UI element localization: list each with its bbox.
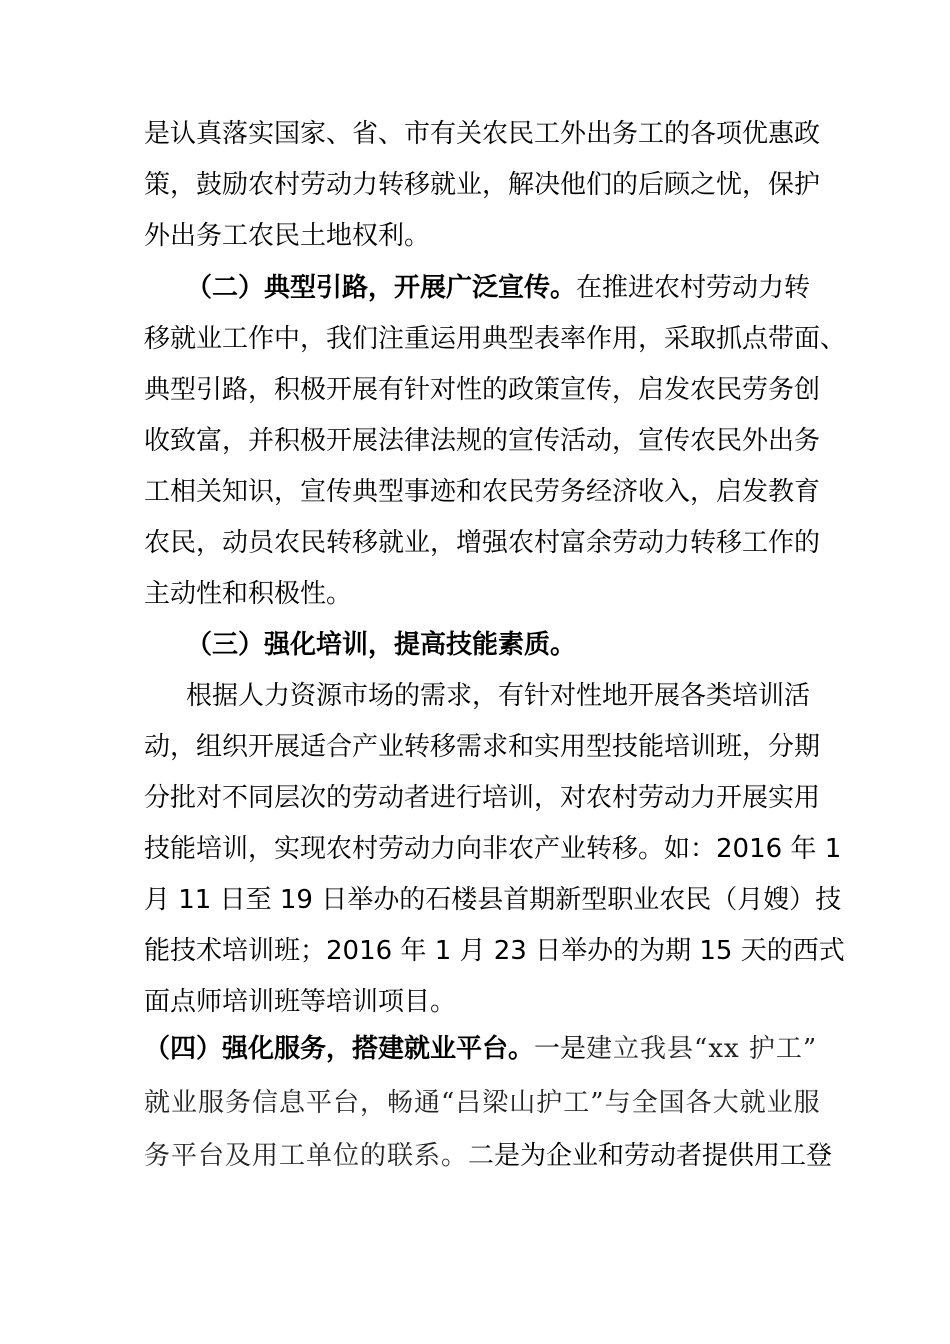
paragraph-line: 主动性和积极性。: [144, 579, 353, 609]
paragraph-line: 外出务工农民土地权利。: [144, 221, 431, 251]
paragraph-text: 在推进农村劳动力转: [576, 273, 811, 303]
section-heading: （二）典型引路，开展广泛宣传。: [186, 273, 577, 303]
paragraph-line: 农民，动员农民转移就业，增强农村富余劳动力转移工作的: [144, 528, 821, 558]
section-heading: （三）强化培训，提高技能素质。: [186, 630, 577, 660]
paragraph-line: 典型引路，积极开展有针对性的政策宣传，启发农民劳务创: [144, 375, 821, 405]
paragraph-line: 技能培训，实现农村劳动力向非农产业转移。如：2016 年 1: [144, 834, 842, 864]
paragraph-text: 一是: [534, 1034, 587, 1064]
paragraph-line: 收致富，并积极开展法律法规的宣传活动，宣传农民外出务: [144, 426, 821, 456]
paragraph-line: 分批对不同层次的劳动者进行培训，对农村劳动力开展实用: [144, 783, 821, 813]
paragraph-line: [186, 270, 810, 306]
paragraph-line: 面点师培训班等培训项目。: [144, 987, 457, 1017]
paragraph-text: 务平台及用工单位的联系。: [144, 1141, 469, 1171]
paragraph-line: 月 11 日至 19 日举办的石楼县首期新型职业农民（月嫂）技: [144, 885, 842, 915]
paragraph-text: 建立我县“xx 护工”: [586, 1034, 818, 1064]
paragraph-line: [144, 1031, 818, 1067]
paragraph-line: 根据人力资源市场的需求，有针对性地开展各类培训活: [186, 681, 811, 711]
paragraph-line: 策，鼓励农村劳动力转移就业，解决他们的后顾之忧，保护: [144, 170, 821, 200]
paragraph-line: [144, 1138, 833, 1174]
paragraph-line: 工相关知识，宣传典型事迹和农民劳务经济收入，启发教育: [144, 477, 821, 507]
section-heading: （四）强化服务，搭建就业平台。: [144, 1034, 535, 1064]
paragraph-line: 是认真落实国家、省、市有关农民工外出务工的各项优惠政: [144, 119, 821, 149]
paragraph-line: 移就业工作中，我们注重运用典型表率作用，采取抓点带面、: [144, 324, 847, 354]
paragraph-line: 动，组织开展适合产业转移需求和实用型技能培训班，分期: [144, 732, 821, 762]
paragraph-line: 能技术培训班；2016 年 1 月 23 日举办的为期 15 天的西式: [144, 936, 845, 966]
paragraph-text: 二是为企业和劳动者提供用工登: [468, 1141, 833, 1171]
paragraph-line: 就业服务信息平台，畅通“吕梁山护工”与全国各大就业服: [144, 1088, 821, 1118]
